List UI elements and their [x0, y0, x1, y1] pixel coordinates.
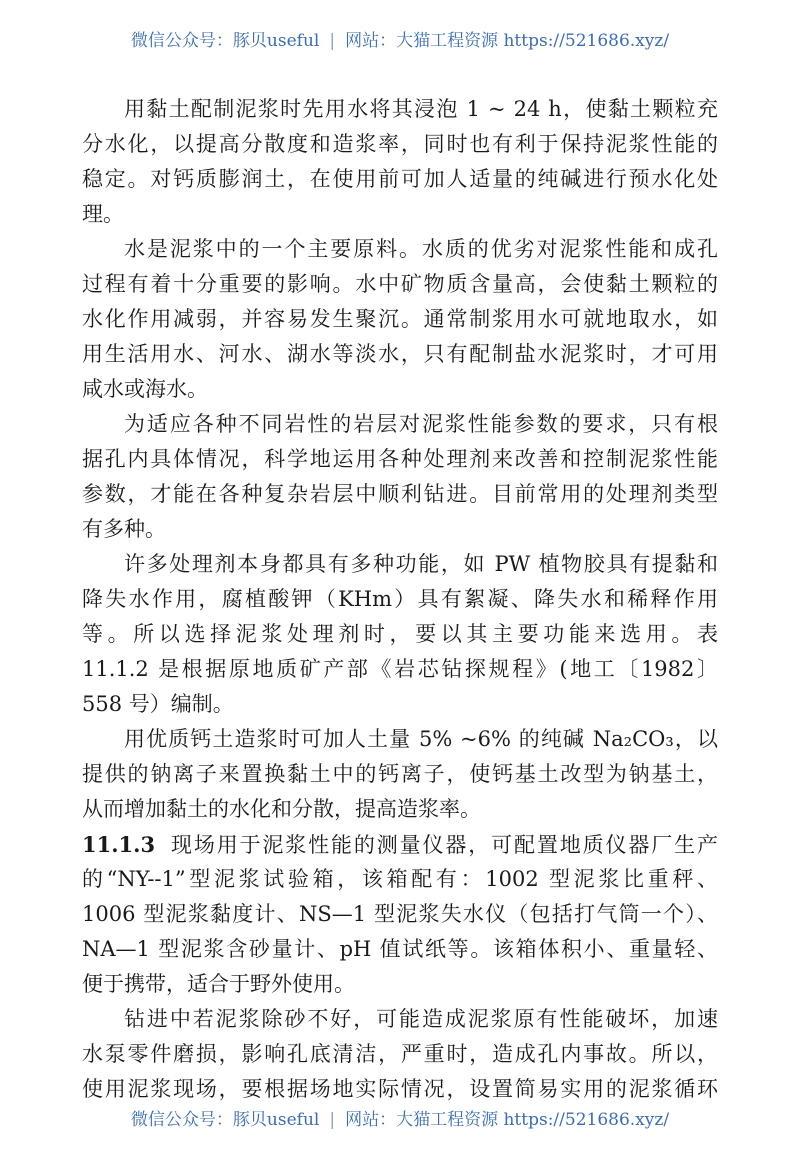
- text-line: [82, 197, 718, 232]
- paragraph: [82, 92, 718, 232]
- line-text: 的“NY--1”型泥浆试验箱，该箱配有：1002 型泥浆比重秤、: [82, 867, 718, 891]
- text-line: [82, 547, 718, 582]
- line-text: 过程有着十分重要的影响。水中矿物质含量高，会使黏土颗粒的: [82, 272, 718, 296]
- text-line: [82, 92, 718, 127]
- line-text: 提供的钠离子来置换黏土中的钙离子，使钙基土改型为钠基土，: [82, 762, 718, 786]
- watermark-website: 网站：大猫工程资源 https://521686.xyz/: [345, 1110, 670, 1130]
- paragraph: [82, 232, 718, 407]
- text-line: [82, 722, 718, 757]
- line-text: 等。所以选择泥浆处理剂时，要以其主要功能来选用。表: [82, 622, 718, 646]
- line-text: 水化作用减弱，并容易发生聚沉。通常制浆用水可就地取水，如: [82, 307, 718, 331]
- line-text: 降失水作用，腐植酸钾（KHm）具有絮凝、降失水和稀释作用: [82, 587, 718, 611]
- line-text: 有多种。: [82, 517, 166, 541]
- line-text: 现场用于泥浆性能的测量仪器，可配置地质仪器厂生产: [169, 833, 718, 857]
- line-text: 从而增加黏土的水化和分散，提高造浆率。: [82, 797, 481, 821]
- text-line: [82, 897, 718, 932]
- line-text: 钻进中若泥浆除砂不好，可能造成泥浆原有性能破坏，加速: [124, 1007, 718, 1031]
- line-text: 咸水或海水。: [82, 377, 208, 401]
- text-line: [82, 512, 718, 547]
- line-text: 1006 型泥浆黏度计、NS—1 型泥浆失水仪（包括打气筒一个）、: [82, 902, 718, 926]
- text-line: [82, 407, 718, 442]
- text-line: [82, 582, 718, 617]
- text-line: [82, 617, 718, 652]
- line-text: 用优质钙土造浆时可加人土量 5% ~6% 的纯碱 Na₂CO₃，以: [124, 727, 718, 751]
- text-line: [82, 932, 718, 967]
- paragraph: [82, 547, 718, 722]
- text-line: [82, 442, 718, 477]
- paragraph: [82, 722, 718, 827]
- text-line: [82, 862, 718, 897]
- text-line: [82, 757, 718, 792]
- line-text: 分水化，以提高分散度和造浆率，同时也有利于保持泥浆性能的: [82, 132, 718, 156]
- line-text: 水是泥浆中的一个主要原料。水质的优劣对泥浆性能和成孔: [124, 237, 718, 261]
- line-text: 便于携带，适合于野外使用。: [82, 972, 355, 996]
- watermark-footer: [0, 1105, 800, 1130]
- paragraph: [82, 1002, 718, 1107]
- line-text: 为适应各种不同岩性的岩层对泥浆性能参数的要求，只有根: [124, 412, 718, 436]
- watermark-wechat: 微信公众号：豚贝useful: [130, 1110, 320, 1130]
- text-line: [82, 267, 718, 302]
- text-line: [82, 232, 718, 267]
- line-text: 558 号）编制。: [82, 692, 234, 716]
- text-line: [82, 127, 718, 162]
- line-text: 许多处理剂本身都具有多种功能，如 PW 植物胶具有提黏和: [124, 552, 718, 576]
- section-paragraph: [82, 827, 718, 1002]
- line-text: 稳定。对钙质膨润土，在使用前可加人适量的纯碱进行预水化处: [82, 167, 718, 191]
- text-line: [82, 967, 718, 1002]
- watermark-wechat: 微信公众号：豚贝useful: [130, 31, 320, 51]
- text-line: [82, 162, 718, 197]
- text-line: [82, 372, 718, 407]
- line-text: 理。: [82, 202, 124, 226]
- line-text: 使用泥浆现场，要根据场地实际情况，设置简易实用的泥浆循环: [82, 1077, 718, 1101]
- line-text: 水泵零件磨损，影响孔底清洁，严重时，造成孔内事故。所以，: [82, 1042, 718, 1066]
- section-number: 11.1.3: [82, 832, 156, 857]
- line-text: NA—1 型泥浆含砂量计、pH 值试纸等。该箱体积小、重量轻、: [82, 937, 718, 961]
- text-line: [82, 792, 718, 827]
- watermark-separator: |: [329, 31, 336, 51]
- line-text: 11.1.2 是根据原地质矿产部《岩芯钻探规程》(地工〔1982〕: [82, 657, 718, 681]
- text-line: [82, 652, 718, 687]
- paragraph: [82, 407, 718, 547]
- watermark-separator: |: [329, 1110, 336, 1130]
- text-line: [82, 827, 718, 862]
- text-line: [82, 477, 718, 512]
- line-text: 据孔内具体情况，科学地运用各种处理剂来改善和控制泥浆性能: [82, 447, 718, 471]
- text-line: [82, 302, 718, 337]
- text-line: [82, 1037, 718, 1072]
- watermark-website: 网站：大猫工程资源 https://521686.xyz/: [345, 31, 670, 51]
- line-text: 用生活用水、河水、湖水等淡水，只有配制盐水泥浆时，才可用: [82, 342, 718, 366]
- text-line: [82, 1072, 718, 1107]
- line-text: 参数，才能在各种复杂岩层中顺利钻进。目前常用的处理剂类型: [82, 482, 718, 506]
- text-line: [82, 1002, 718, 1037]
- text-line: [82, 687, 718, 722]
- watermark-header: [0, 26, 800, 51]
- document-body: [82, 92, 718, 1107]
- text-line: [82, 337, 718, 372]
- line-text: 用黏土配制泥浆时先用水将其浸泡 1 ~ 24 h，使黏土颗粒充: [124, 97, 718, 121]
